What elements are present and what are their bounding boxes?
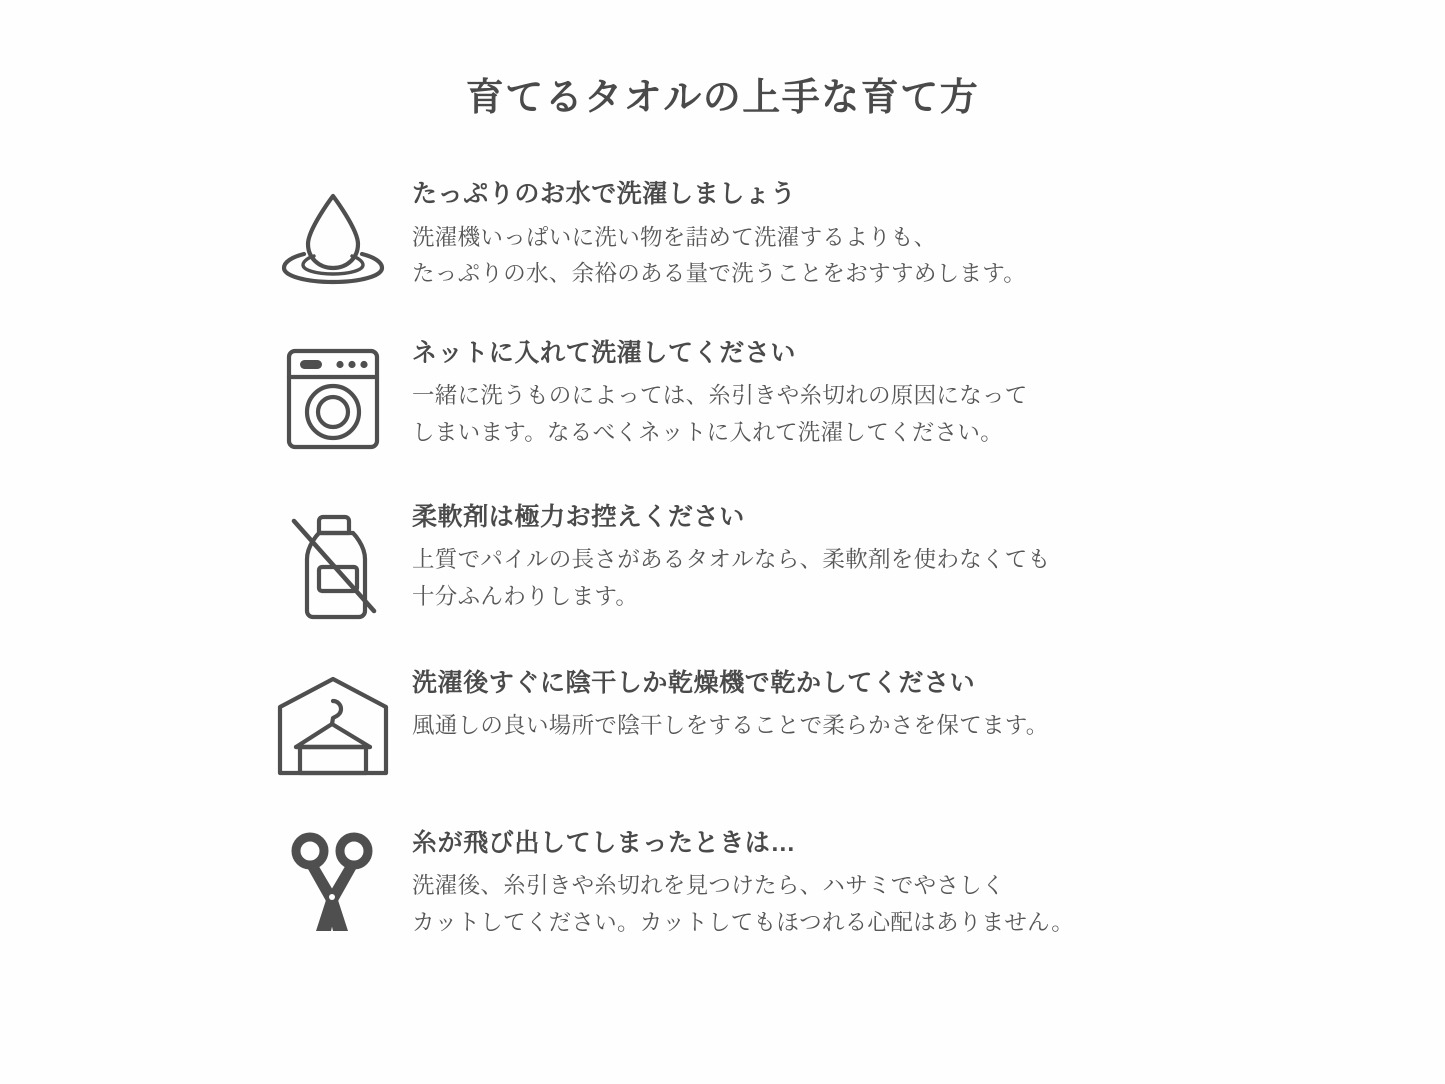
tip-text-line: しまいます。なるべくネットに入れて洗濯してください。 — [412, 419, 1004, 445]
tip-heading: 糸が飛び出してしまったときは… — [412, 828, 797, 857]
tip-heading: ネットに入れて洗濯してください — [412, 338, 797, 367]
tip-item-laundry-net — [268, 337, 1268, 457]
tip-text-line: 上質でパイルの長さがあるタオルなら、柔軟剤を使わなくても — [412, 547, 1051, 573]
tip-body — [398, 501, 1268, 616]
tip-text-line: 一緒に洗うものによっては、糸引きや糸切れの原因になって — [412, 383, 1028, 409]
no-fabric-softener-icon — [268, 501, 398, 627]
page-title: 育てるタオルの上手な育て方 — [465, 77, 980, 119]
tip-text-line: 風通しの良い場所で陰干しをすることで柔らかさを保てます。 — [412, 713, 1049, 739]
tip-body — [398, 827, 1268, 942]
tip-item-softener — [268, 501, 1268, 627]
tip-text-line: カットしてください。カットしてもほつれる心配はありません。 — [412, 909, 1075, 935]
tip-text-line: 洗濯機いっぱいに洗い物を詰めて洗濯するよりも、 — [412, 224, 937, 250]
tip-body — [398, 667, 1268, 745]
tips-list — [268, 178, 1268, 947]
tip-item-drying — [268, 667, 1268, 781]
tip-text-line: 洗濯後、糸引きや糸切れを見つけたら、ハサミでやさしく — [412, 873, 1005, 899]
washing-machine-icon — [268, 337, 398, 457]
water-drop-icon — [268, 178, 398, 286]
tip-body — [398, 337, 1268, 452]
hanger-drying-icon — [268, 667, 398, 781]
tip-text-line: たっぷりの水、余裕のある量で洗うことをおすすめします。 — [412, 261, 1027, 287]
tip-heading: 柔軟剤は極力お控えください — [412, 502, 745, 531]
tip-heading: たっぷりのお水で洗濯しましょう — [412, 180, 797, 208]
tip-heading: 洗濯後すぐに陰干しか乾燥機で乾かしてください — [412, 668, 976, 697]
tip-text-line: 十分ふんわりします。 — [412, 583, 639, 609]
scissors-icon — [268, 827, 398, 947]
tip-item-water — [268, 178, 1268, 293]
tip-body — [398, 178, 1268, 293]
tip-item-scissors — [268, 827, 1268, 947]
